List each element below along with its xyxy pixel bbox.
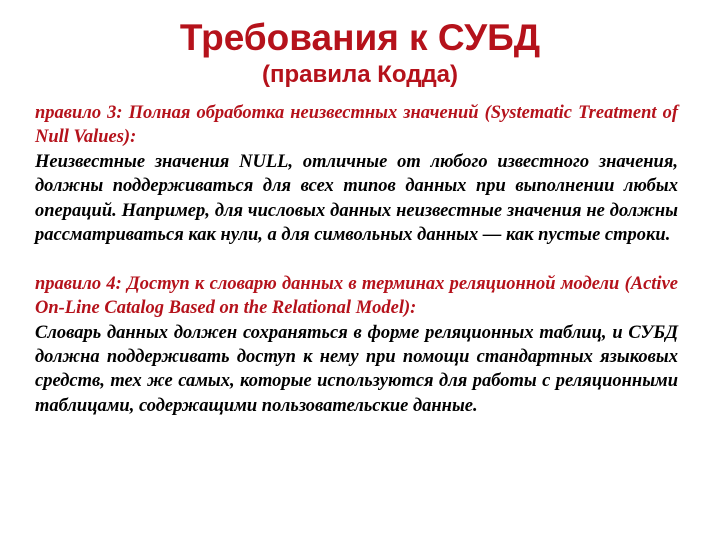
- paragraph-gap: [35, 247, 678, 271]
- rule-4-text: Словарь данных должен сохраняться в форме реляционных таблиц, и СУБД должна поддерживать доступ к нему при помощи стандартных языковых средств, тех же самых, которые используются для работы с реляционными таблицами, содержащими пользовательские данные.: [35, 322, 678, 416]
- slide-body: [35, 101, 678, 418]
- slide-title: Требования к СУБД: [179, 17, 541, 58]
- rule-4-heading: правило 4: Доступ к словарю данных в терминах реляционной модели (Active On-Line Catalog Based on the Relational Model):: [35, 273, 678, 319]
- rule-3-heading: правило 3: Полная обработка неизвестных значений (Systematic Treatment of Null Values):: [35, 103, 678, 148]
- rule-3-text: Неизвестные значения NULL, отличные от любого известного значения, должны поддерживаться для всех типов данных при выполнении любых операций. Например, для числовых данных неизвестные значения не должны рассматриваться как нули, а для символьных данных — как пустые строки.: [35, 151, 678, 246]
- slide-subtitle: (правила Кодда): [261, 61, 459, 88]
